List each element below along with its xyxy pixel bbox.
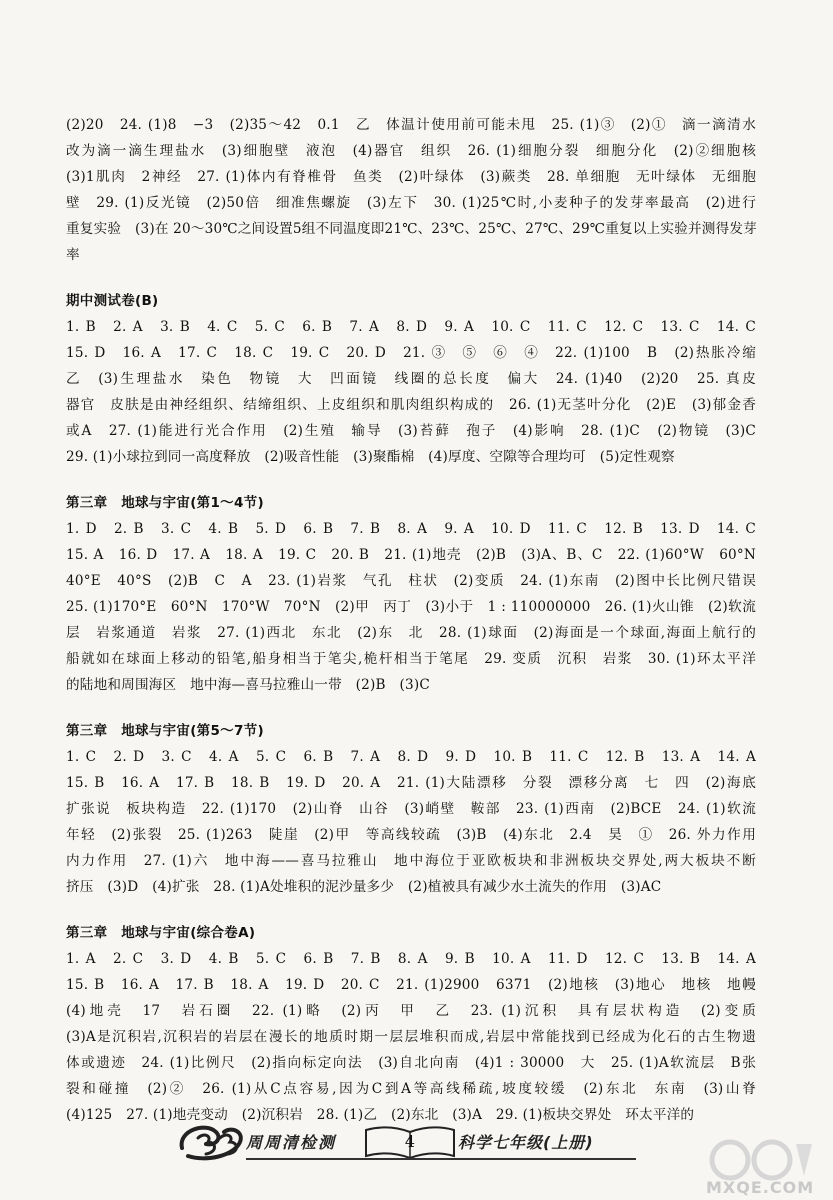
answer-line: 1. B 2. A 3. B 4. C 5. C 6. B 7. A 8. D 9. A 10. C 11. C 12. C 13. C 14. C (66, 319, 756, 335)
answer-line: 重复实验 (3)在 20～30℃之间设置5组不同温度即21℃、23℃、25℃、27℃、29℃重复以上实验并测得发芽 (66, 221, 757, 237)
answer-line: 1. A 2. C 3. D 4. B 5. C 6. B 7. B 8. A 9. B 10. A 11. D 12. C 13. B 14. A (66, 951, 756, 967)
answer-section (66, 920, 756, 1128)
answer-line: 船就如在球面上移动的铅笔,船身相当于笔尖,桅杆相当于笔尾 29. 变质 沉积 岩浆 30. (1)环太平洋 (66, 651, 756, 667)
page-footer (176, 1118, 636, 1166)
logo-icon (176, 1118, 246, 1164)
answer-line: 40°E 40°S (2)B C A 23. (1)岩浆 气孔 柱状 (2)变质 24. (1)东南 (2)图中长比例尺错误 (66, 573, 756, 589)
answer-section (66, 490, 756, 698)
answer-section (66, 288, 756, 470)
answer-line: (4)地壳 17 岩石圈 22. (1)略 (2)丙 甲 乙 23. (1)沉积 具有层状构造 (2)变质 (66, 1003, 756, 1019)
answer-content (66, 112, 756, 1148)
section-heading: 第三章 地球与宇宙(第5～7节) (66, 723, 264, 739)
watermark-text: MXQE.COM (706, 1178, 815, 1197)
answer-line: 壁 29. (1)反光镜 (2)50倍 细准焦螺旋 (3)左下 30. (1)25℃时,小麦种子的发芽率最高 (2)进行 (66, 195, 756, 211)
answer-line: 扩张说 板块构造 22. (1)170 (2)山脊 山谷 (3)峭壁 鞍部 23. (1)西南 (2)BCE 24. (1)软流 (66, 801, 756, 817)
answer-line: 15. A 16. D 17. A 18. A 19. C 20. B 21. (1)地壳 (2)B (3)A、B、C 22. (1)60°W 60°N (66, 547, 756, 563)
answer-line: (2)20 24. (1)8 −3 (2)35～42 0.1 乙 体温计使用前可能未甩 25. (1)③ (2)① 滴一滴清水 (66, 117, 756, 133)
answer-line: (3)A是沉积岩,沉积岩的岩层在漫长的地质时期一层层堆积而成,岩层中常能找到已经成为化石的古生物遗 (66, 1029, 756, 1045)
section-heading: 第三章 地球与宇宙(综合卷A) (66, 925, 256, 941)
answer-line: 15. B 16. A 17. B 18. A 19. D 20. C 21. (1)2900 6371 (2)地核 (3)地心 地核 地幔 (66, 977, 756, 993)
brand-name: 周周清检测 (246, 1133, 337, 1152)
answer-line: 29. (1)小球拉到同一高度释放 (2)吸音性能 (3)聚酯棉 (4)厚度、空隙等合理均可 (5)定性观察 (66, 449, 675, 465)
section-heading: 期中测试卷(B) (66, 293, 159, 309)
answer-line: 器官 皮肤是由神经组织、结缔组织、上皮组织和肌肉组织构成的 26. (1)无茎叶分化 (2)E (3)郁金香 (66, 397, 756, 413)
answer-section (66, 112, 756, 268)
answer-line: 挤压 (3)D (4)扩张 28. (1)A处堆积的泥沙量多少 (2)植被具有减少水土流失的作用 (3)AC (66, 879, 662, 895)
answer-line: 体或遗迹 24. (1)比例尺 (2)指向标定向法 (3)自北向南 (4)1 : 30000 大 25. (1)A软流层 B张 (66, 1055, 756, 1071)
subject-label: 科学七年级(上册) (458, 1133, 594, 1152)
answer-line: (4)125 27. (1)地壳变动 (2)沉积岩 28. (1)乙 (2)东北 (3)A 29. (1)板块交界处 环太平洋的 (66, 1107, 695, 1123)
answer-line: 乙 (3)生理盐水 染色 物镜 大 凹面镜 线圈的总长度 偏大 24. (1)40 (2)20 25. 真皮 (66, 371, 756, 387)
page-number: 4 (404, 1132, 416, 1151)
footer-rule (246, 1158, 636, 1160)
answer-line: (3)1肌肉 2神经 27. (1)体内有脊椎骨 鱼类 (2)叶绿体 (3)蕨类 28. 单细胞 无叶绿体 无细胞 (66, 169, 756, 185)
answer-line: 或A 27. (1)能进行光合作用 (2)生殖 输导 (3)苔藓 孢子 (4)影响 28. (1)C (2)物镜 (3)C (66, 423, 756, 439)
answer-line: 1. D 2. B 3. C 4. B 5. D 6. B 7. B 8. A 9. A 10. D 11. C 12. B 13. D 14. C (66, 521, 756, 537)
answer-line: 25. (1)170°E 60°N 170°W 70°N (2)甲 丙丁 (3)小于 1 : 110000000 26. (1)火山锥 (2)软流 (66, 599, 756, 615)
answer-line: 层 岩浆通道 岩浆 27. (1)西北 东北 (2)东 北 28. (1)球面 (2)海面是一个球面,海面上航行的 (66, 625, 756, 641)
answer-line: 率 (66, 247, 80, 263)
answer-line: 内力作用 27. (1)六 地中海——喜马拉雅山 地中海位于亚欧板块和非洲板块交界处,两大板块不断 (66, 853, 756, 869)
answer-line: 改为滴一滴生理盐水 (3)细胞壁 液泡 (4)器官 组织 26. (1)细胞分裂 细胞分化 (2)②细胞核 (66, 143, 756, 159)
answer-line: 1. C 2. D 3. C 4. A 5. C 6. B 7. A 8. D 9. D 10. B 11. C 12. B 13. A 14. A (66, 749, 756, 765)
answer-line: 15. D 16. A 17. C 18. C 19. C 20. D 21. ③ ⑤ ⑥ ④ 22. (1)100 B (2)热胀冷缩 (66, 345, 756, 361)
answer-section (66, 718, 756, 900)
answer-line: 年轻 (2)张裂 25. (1)263 陡崖 (2)甲 等高线较疏 (3)B (4)东北 2.4 昊 ① 26. 外力作用 (66, 827, 756, 843)
answer-line: 15. B 16. A 17. B 18. B 19. D 20. A 21. (1)大陆漂移 分裂 漂移分离 七 四 (2)海底 (66, 775, 756, 791)
section-heading: 第三章 地球与宇宙(第1～4节) (66, 495, 264, 511)
answer-line: 裂和碰撞 (2)② 26. (1)从C点容易,因为C到A等高线稀疏,坡度较缓 (2)东北 东南 (3)山脊 (66, 1081, 756, 1097)
answer-line: 的陆地和周围海区 地中海—喜马拉雅山一带 (2)B (3)C (66, 677, 430, 693)
